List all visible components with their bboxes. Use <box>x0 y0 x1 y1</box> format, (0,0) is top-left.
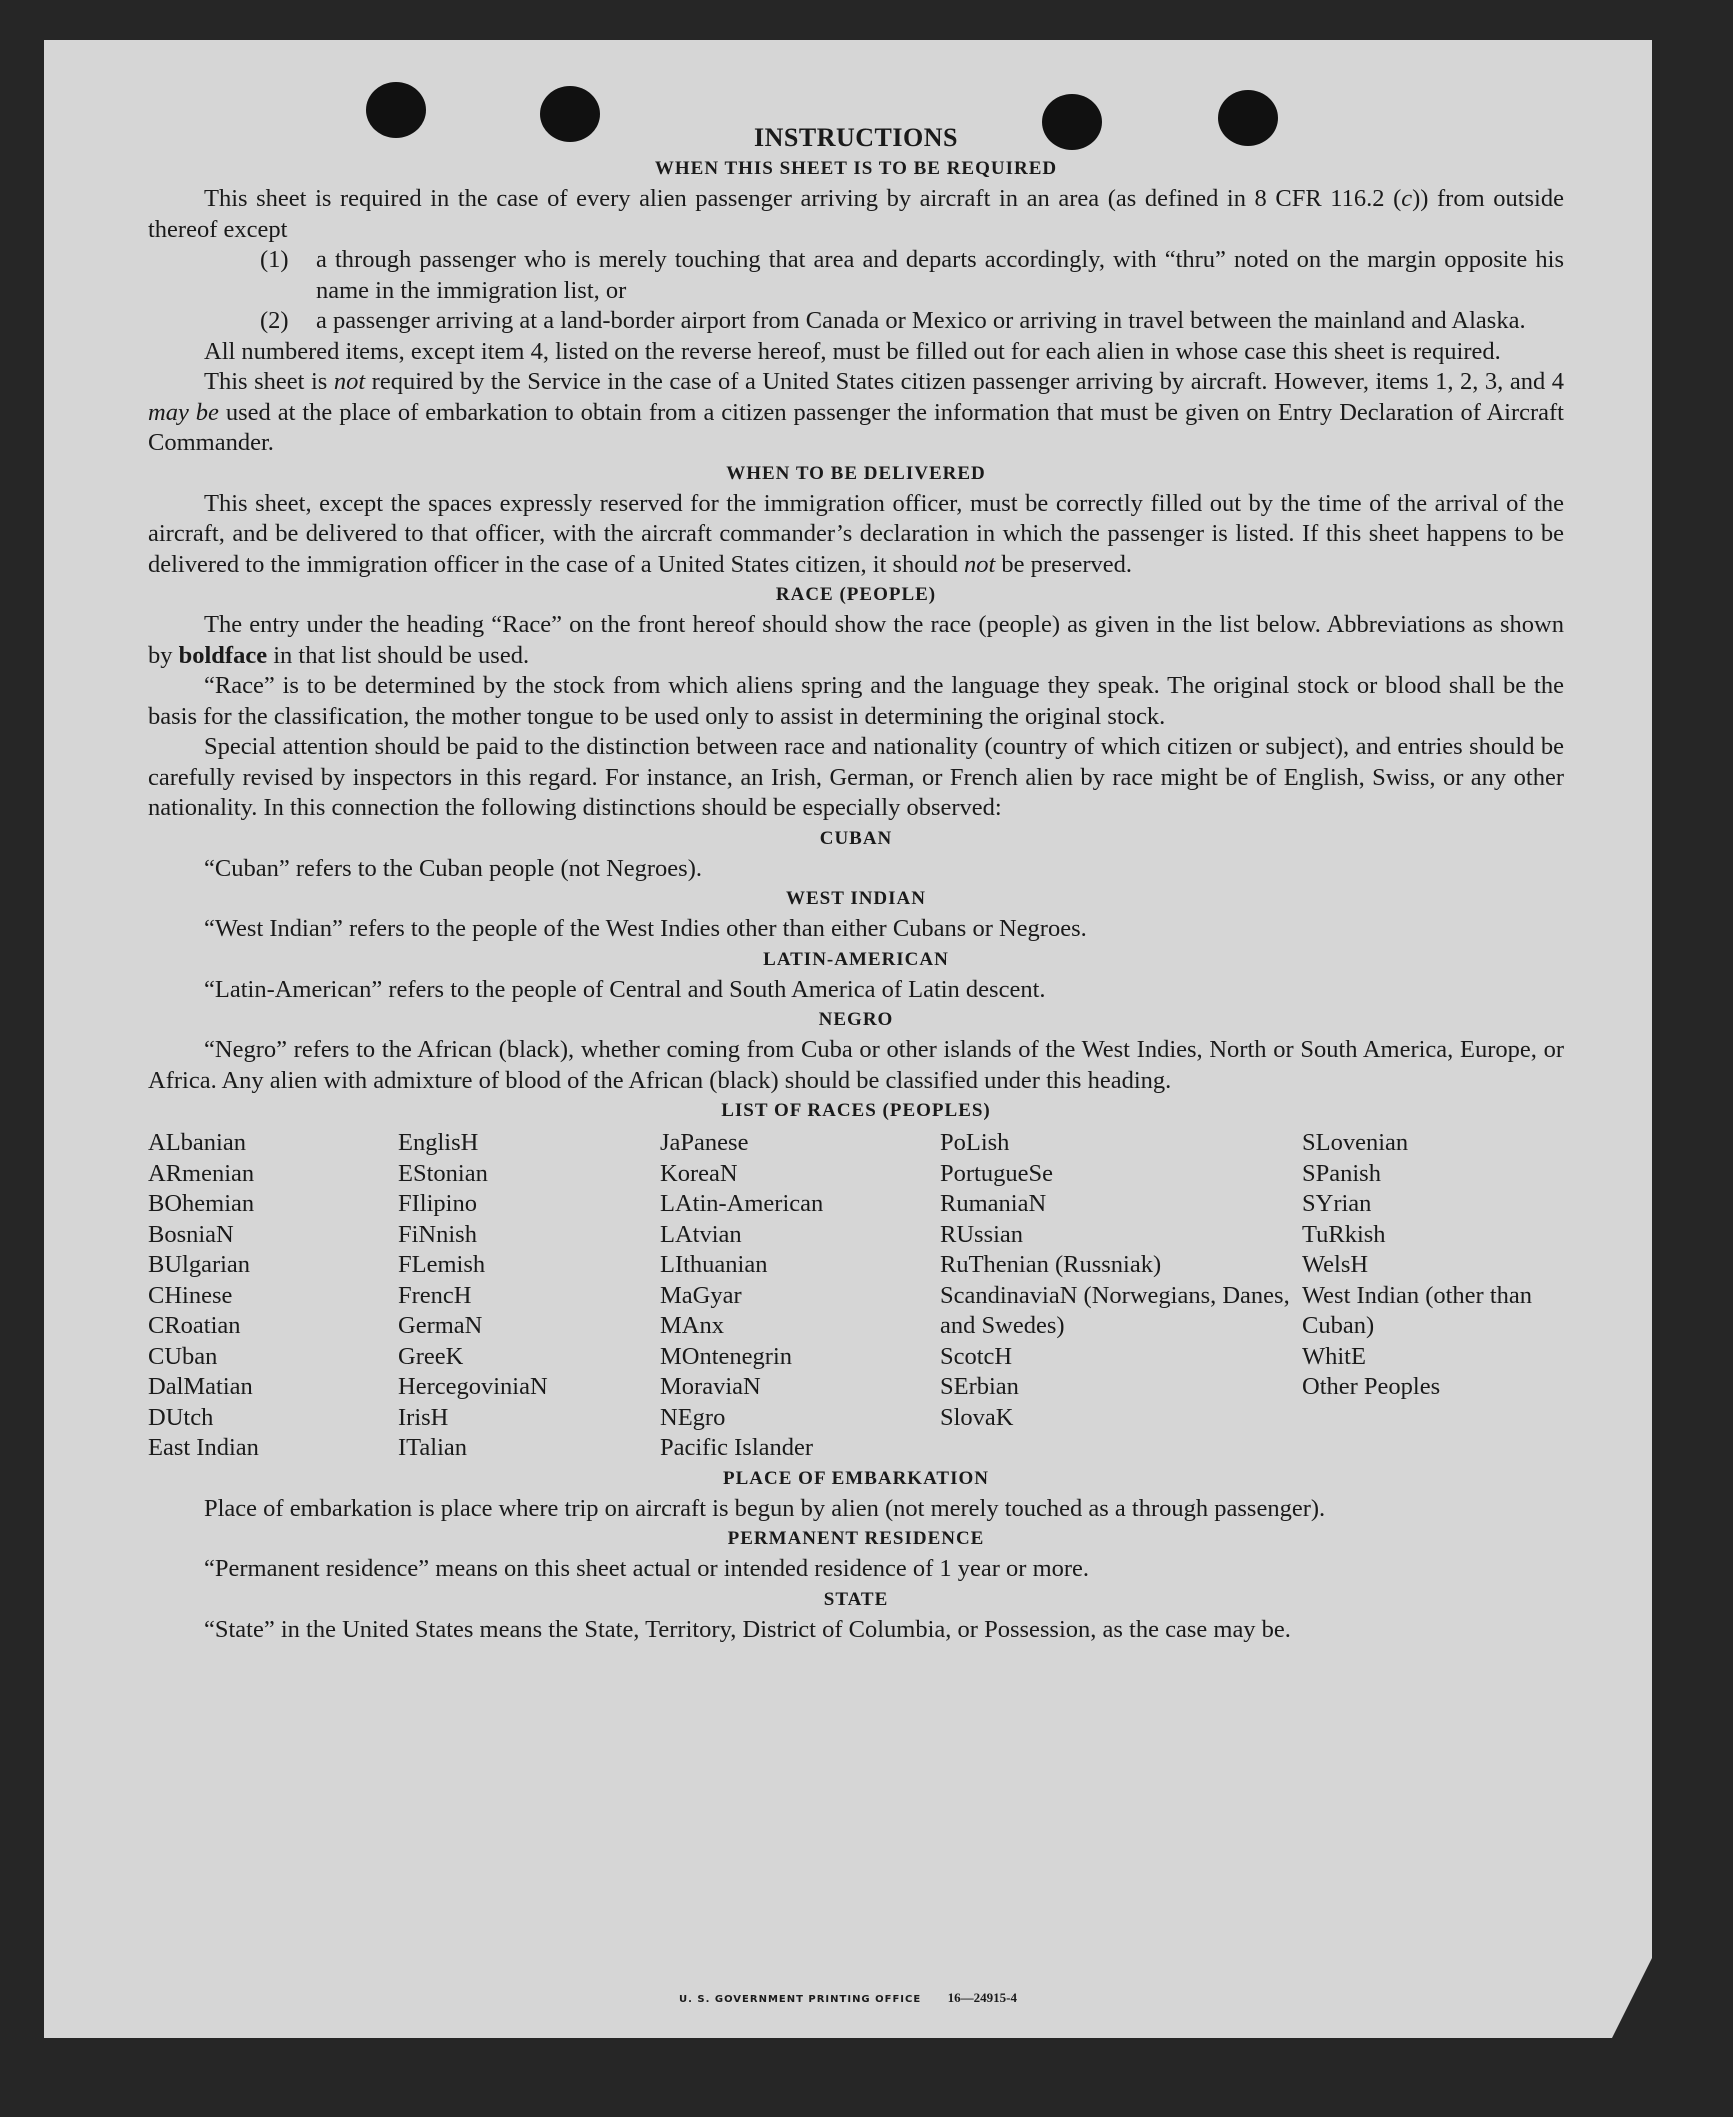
list-item <box>148 245 1564 306</box>
heading-west-indian: WEST INDIAN <box>786 888 926 909</box>
instructions-body <box>148 122 1564 1645</box>
race-entry: EnglisH <box>398 1129 479 1156</box>
race-entry: PortugueSe <box>940 1159 1053 1187</box>
race-entry: ScandinaviaN (Norwegians, Danes, and Swedes) <box>940 1281 1290 1339</box>
paragraph: “Latin-American” refers to the people of Central and South America of Latin descent. <box>204 975 1046 1003</box>
heading-delivered: WHEN TO BE DELIVERED <box>726 462 986 484</box>
race-entry: LIthuanian <box>660 1251 768 1278</box>
races-column <box>660 1128 940 1464</box>
race-entry: TuRkish <box>1302 1220 1386 1248</box>
races-column <box>1302 1128 1552 1464</box>
race-entry: CUban <box>148 1342 218 1370</box>
race-entry: FLemish <box>398 1251 486 1278</box>
race-entry: RuThenian (Russniak) <box>940 1251 1162 1278</box>
paragraph <box>148 610 1564 671</box>
race-entry: MOntenegrin <box>660 1342 792 1370</box>
list-item <box>148 306 1564 337</box>
text: required by the Service in the case of a United States citizen passenger arriving by aircraft. However, items 1, 2, 3, and 4 <box>365 368 1564 395</box>
race-entry: FiNnish <box>398 1220 477 1248</box>
heading-state: STATE <box>823 1588 889 1610</box>
paragraph: “Permanent residence” means on this sheet actual or intended residence of 1 year or more. <box>204 1555 1090 1582</box>
heading-race: RACE (PEOPLE) <box>775 584 937 605</box>
race-entry: ALbanian <box>148 1129 246 1156</box>
race-entry: SlovaK <box>940 1403 1014 1431</box>
heading-required: WHEN THIS SHEET IS TO BE REQUIRED <box>654 158 1058 179</box>
paragraph <box>148 489 1564 581</box>
race-entry: LAtin-American <box>660 1190 824 1217</box>
races-list <box>148 1128 1564 1464</box>
paragraph: Special attention should be paid to the distinction between race and nationality (country of which citizen or subject), and entries should be carefully revised by inspectors in this regard. For instance, an Irish, German, or French alien by race might be of English, Swiss, or any other nationality. In this connection the following distinctions should be especially observed: <box>148 733 1564 821</box>
race-entry: WelsH <box>1302 1251 1369 1278</box>
paragraph: “Negro” refers to the African (black), whether coming from Cuba or other islands of the West Indies, North or South America, Europe, or Africa. Any alien with admixture of blood of the African (black) should be classified under this heading. <box>148 1036 1564 1094</box>
heading-residence: PERMANENT RESIDENCE <box>727 1528 985 1549</box>
heading-cuban: CUBAN <box>819 827 893 849</box>
race-entry: ARmenian <box>148 1159 255 1187</box>
race-entry: DUtch <box>148 1403 214 1431</box>
race-entry: IrisH <box>398 1403 449 1431</box>
page-title: INSTRUCTIONS <box>754 123 958 152</box>
race-entry: SErbian <box>940 1373 1019 1400</box>
race-entry: SYrian <box>1302 1190 1372 1217</box>
text: in that list should be used. <box>267 641 530 669</box>
item-text: a passenger arriving at a land-border airport from Canada or Mexico or arriving in travel between the mainland and Alaska. <box>316 307 1526 334</box>
race-entry: KoreaN <box>660 1159 738 1187</box>
race-entry: ITalian <box>398 1434 468 1461</box>
race-entry: BOhemian <box>148 1190 255 1217</box>
race-entry: SLovenian <box>1302 1129 1409 1156</box>
paragraph: “Cuban” refers to the Cuban people (not Negroes). <box>204 854 702 882</box>
race-entry: FIlipino <box>398 1190 477 1217</box>
race-entry: Pacific Islander <box>660 1434 814 1461</box>
text: boldface <box>178 641 268 669</box>
race-entry: BosniaN <box>148 1220 234 1248</box>
heading-embarkation: PLACE OF EMBARKATION <box>723 1467 989 1489</box>
race-entry: SPanish <box>1302 1159 1381 1187</box>
paragraph: All numbered items, except item 4, listed on the reverse hereof, must be filled out for each alien in whose case this sheet is required. <box>204 337 1501 365</box>
race-entry: CRoatian <box>148 1312 241 1339</box>
text: used at the place of embarkation to obtain from a citizen passenger the information that must be given on Entry Declaration of Aircraft Commander. <box>148 398 1564 456</box>
race-entry: MaGyar <box>660 1281 742 1309</box>
race-entry: West Indian (other than Cuban) <box>1302 1281 1533 1339</box>
race-entry: HercegoviniaN <box>398 1373 548 1400</box>
race-entry: BUlgarian <box>148 1251 251 1278</box>
form-code: 16—24915-4 <box>947 1990 1018 2005</box>
page-curl <box>1612 1958 1652 2038</box>
race-entry: Other Peoples <box>1302 1373 1441 1400</box>
race-entry: GreeK <box>398 1342 464 1370</box>
race-entry: MoraviaN <box>660 1373 761 1400</box>
text: may be <box>148 398 219 426</box>
heading-negro: NEGRO <box>818 1009 894 1030</box>
paragraph: Place of embarkation is place where trip on aircraft is begun by alien (not merely touched as a through passenger). <box>204 1494 1326 1522</box>
race-entry: RUssian <box>940 1220 1024 1248</box>
race-entry: WhitE <box>1302 1342 1366 1370</box>
paragraph: “West Indian” refers to the people of the West Indies other than either Cubans or Negroes. <box>204 915 1087 942</box>
text: This sheet is required in the case of every alien passenger arriving by aircraft in an area (as defined in 8 CFR 116.2 ( <box>204 185 1402 212</box>
heading-list-of-races: LIST OF RACES (PEOPLES) <box>721 1100 991 1121</box>
race-entry: RumaniaN <box>940 1190 1047 1217</box>
paragraph: “Race” is to be determined by the stock from which aliens spring and the language they speak. The original stock or blood shall be the basis for the classification, the mother tongue to be used only to assist in determining the original stock. <box>148 672 1564 730</box>
item-number: (2) <box>260 307 289 334</box>
paragraph: “State” in the United States means the State, Territory, District of Columbia, or Possession, as the case may be. <box>204 1615 1291 1643</box>
race-entry: FrencH <box>398 1281 472 1309</box>
printer-imprint: U. S. GOVERNMENT PRINTING OFFICE <box>678 1994 922 2005</box>
text: The entry under the heading “Race” on the front hereof should show the race (people) as given in the list below. Abbreviations as shown by <box>148 611 1564 669</box>
footer <box>44 1990 1652 2006</box>
race-entry: EStonian <box>398 1159 488 1187</box>
text: c <box>1401 185 1413 212</box>
race-entry: LAtvian <box>660 1220 742 1248</box>
text: This sheet is <box>204 368 334 395</box>
race-entry: ScotcH <box>940 1342 1013 1370</box>
item-text: a through passenger who is merely touching that area and departs accordingly, with “thru” noted on the margin opposite his name in the immigration list, or <box>316 246 1564 304</box>
races-column <box>148 1128 398 1464</box>
text: This sheet, except the spaces expressly reserved for the immigration officer, must be correctly filled out by the time of the arrival of the aircraft, and be delivered to that officer, with the aircraft commander’s declaration in which the passenger is listed. If this sheet happens to be delivered to the immigration officer in the case of a United States citizen, it should <box>148 489 1564 578</box>
race-entry: East Indian <box>148 1434 259 1461</box>
race-entry: MAnx <box>660 1312 724 1339</box>
race-entry: CHinese <box>148 1281 233 1309</box>
heading-latin-american: LATIN-AMERICAN <box>763 948 949 970</box>
text: not <box>333 368 366 395</box>
race-entry: DalMatian <box>148 1373 253 1400</box>
text: )) from outside thereof except <box>148 185 1564 243</box>
race-entry: PoLish <box>940 1129 1010 1156</box>
paragraph <box>148 184 1564 245</box>
item-number: (1) <box>260 246 289 273</box>
race-entry: GermaN <box>398 1312 483 1339</box>
races-column <box>940 1128 1302 1464</box>
text: not <box>963 550 996 578</box>
paragraph <box>148 367 1564 459</box>
races-column <box>398 1128 660 1464</box>
race-entry: NEgro <box>660 1403 726 1431</box>
race-entry: JaPanese <box>660 1129 749 1156</box>
text: be preserved. <box>995 550 1133 578</box>
